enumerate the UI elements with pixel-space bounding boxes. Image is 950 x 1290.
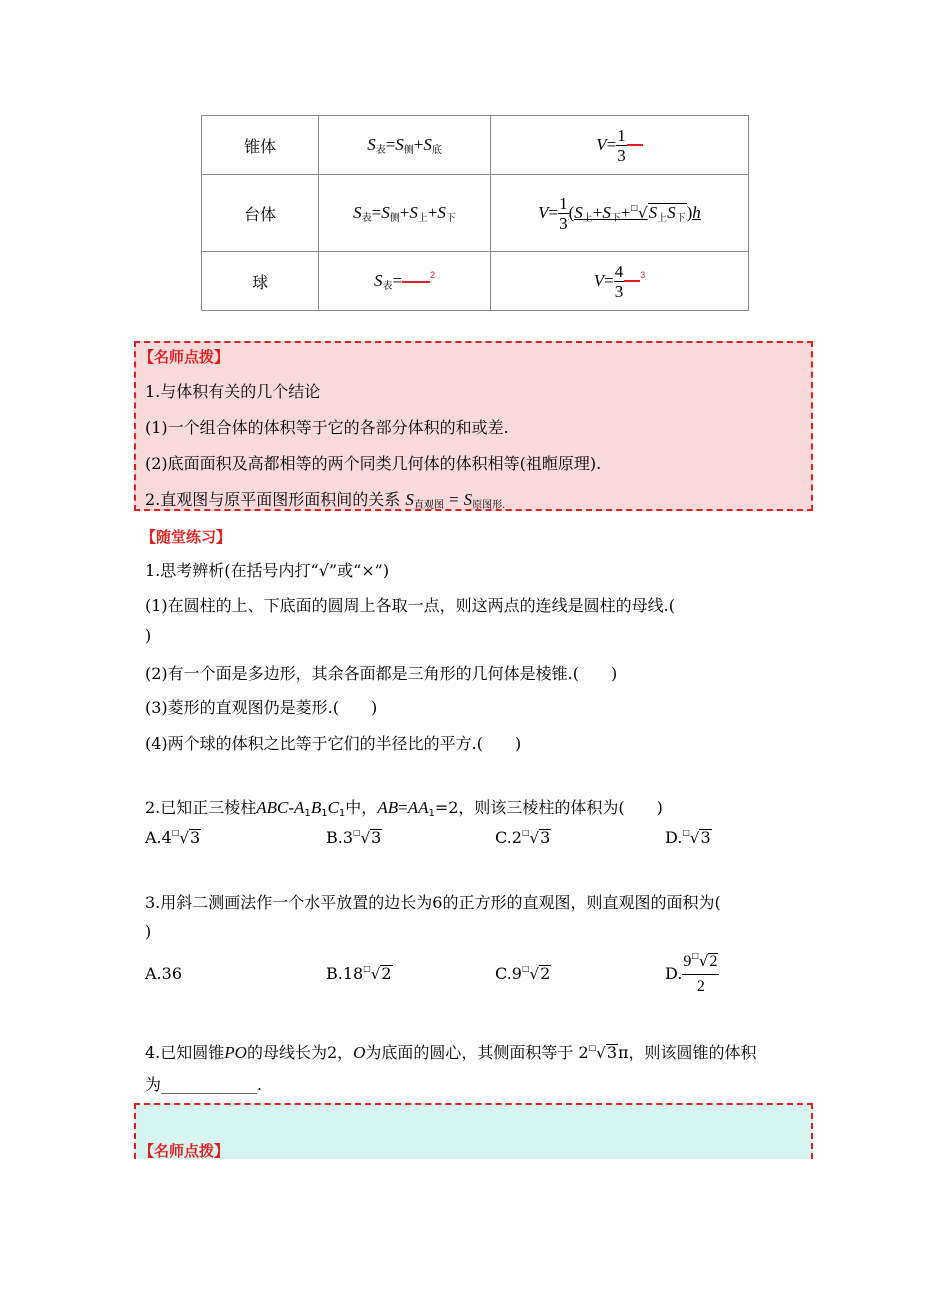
practice-title: 【随堂练习】 <box>141 528 232 546</box>
cell-surface <box>319 175 491 252</box>
op: ) <box>686 202 693 222</box>
op: + <box>427 202 438 222</box>
cell-name <box>202 252 319 311</box>
sub: 下 <box>445 212 456 224</box>
placeholder-box: □ <box>521 828 530 837</box>
var: S <box>463 490 473 509</box>
sub: 1 <box>338 808 346 819</box>
sub: 表 <box>361 212 372 224</box>
sub: 直观图 <box>413 500 444 511</box>
placeholder-box: □ <box>171 828 180 837</box>
label: B.18 <box>326 964 364 983</box>
radicand: 3 <box>189 828 201 847</box>
op: = <box>448 490 459 509</box>
var: S <box>667 202 676 222</box>
sub: 上 <box>417 212 428 224</box>
label: C.2 <box>495 828 522 847</box>
denominator: 2 <box>696 977 705 995</box>
cell-volume <box>490 252 748 311</box>
radicand: 2 <box>381 964 392 983</box>
var: S <box>367 134 376 154</box>
var: AB <box>377 798 399 817</box>
label: D. <box>665 828 683 847</box>
question-stem: 3.用斜二测画法作一个水平放置的边长为6的正方形的直观图，则直观图的面积为( <box>145 893 721 912</box>
sub: 下 <box>675 212 686 224</box>
cell-surface <box>319 116 491 175</box>
sub: 表 <box>382 281 393 292</box>
radical-icon: √ <box>689 829 700 847</box>
fraction <box>616 127 627 164</box>
op: + <box>413 134 424 154</box>
denominator: 3 <box>614 281 624 301</box>
op: = <box>385 134 396 154</box>
sub: 底 <box>431 144 442 156</box>
fraction <box>558 195 569 232</box>
answer-blank <box>402 281 430 283</box>
placeholder-box: □ <box>691 951 699 960</box>
op: = <box>604 270 614 290</box>
placeholder-box: □ <box>521 964 530 973</box>
radical-icon: √ <box>596 1044 606 1062</box>
option-d[interactable] <box>665 952 719 995</box>
placeholder-box: □ <box>588 1043 597 1052</box>
fraction <box>614 263 625 300</box>
label: B.3 <box>326 828 354 847</box>
var: S <box>381 202 390 222</box>
label: D. <box>665 963 683 983</box>
question-item: (4)两个球的体积之比等于它们的半径比的平方.( ) <box>145 734 522 753</box>
answer-blank <box>624 280 640 282</box>
text: 4.已知圆锥 <box>145 1043 225 1062</box>
var: S <box>373 271 383 290</box>
answer-blank <box>627 144 643 146</box>
tip-line: (2)底面面积及高都相等的两个同类几何体的体积相等(祖暅原理). <box>145 454 602 473</box>
var: V <box>538 202 549 222</box>
question-item: (1)在圆柱的上、下底面的圆周上各取一点，则这两点的连线是圆柱的母线.( <box>145 596 675 615</box>
tip-line: (1)一个组合体的体积等于它的各部分体积的和或差. <box>145 418 509 437</box>
question-item: (3)菱形的直观图仍是菱形.( ) <box>145 698 378 717</box>
op: = <box>606 134 617 154</box>
var: O <box>353 1043 366 1062</box>
option-b[interactable] <box>326 828 382 847</box>
text: 为底面的圆心，其侧面积等于 2 <box>365 1043 589 1062</box>
radical-icon: √ <box>529 829 540 847</box>
cell-surface <box>319 252 491 311</box>
var: S <box>574 202 583 222</box>
sub: 1 <box>304 808 311 819</box>
option-b[interactable] <box>326 964 393 983</box>
placeholder-box: □ <box>353 828 361 837</box>
op: = <box>371 202 382 222</box>
numerator: 1 <box>559 193 568 213</box>
radical-icon: √ <box>179 829 189 847</box>
cell-name <box>202 116 319 175</box>
label: C.9 <box>495 964 522 983</box>
radical-icon: √ <box>360 829 371 847</box>
text: =2，则该三棱柱的体积为( ) <box>434 798 663 817</box>
sub: 上 <box>657 212 668 224</box>
var: S <box>423 134 432 154</box>
radical-icon: √ <box>370 965 381 983</box>
radicand: 3 <box>700 828 711 847</box>
question-stem: ) <box>145 922 152 941</box>
cell-volume <box>490 175 748 252</box>
sub: 侧 <box>403 144 414 156</box>
numerator <box>682 952 719 975</box>
var: S <box>648 202 658 222</box>
sub: 1 <box>428 808 435 819</box>
option-a[interactable]: A.36 <box>145 964 182 983</box>
text: π，则该圆锥的体积 <box>618 1043 757 1062</box>
sub: 上 <box>582 212 593 224</box>
radicand <box>648 203 687 225</box>
op: + <box>399 202 410 222</box>
op: = <box>548 202 559 222</box>
question-item: ) <box>145 626 152 645</box>
sub: 表 <box>375 144 386 156</box>
op: = <box>398 798 408 817</box>
shape-name: 锥体 <box>244 136 277 156</box>
question-stem <box>145 795 663 819</box>
tip-title: 【名师点拨】 <box>139 348 230 366</box>
op: + <box>620 202 631 222</box>
var: AA <box>407 798 429 817</box>
var: S <box>409 202 418 222</box>
shape-name: 球 <box>252 272 269 292</box>
superscript: 3 <box>640 269 646 280</box>
radical-icon: √ <box>638 203 648 222</box>
var: PO <box>224 1043 247 1062</box>
label: A.4 <box>145 828 172 847</box>
frustum-volume-expr <box>569 203 701 222</box>
tip-box-2 <box>134 1103 813 1159</box>
var: S <box>437 202 446 222</box>
option-c[interactable] <box>495 964 551 983</box>
superscript: 2 <box>430 270 436 280</box>
op: + <box>592 202 603 222</box>
radicand: 2 <box>709 953 718 970</box>
var: S <box>602 202 611 222</box>
text: 2.直观图与原平面图形面积间的关系 <box>145 490 401 509</box>
answer-line: 为____________. <box>145 1075 263 1094</box>
denominator: 3 <box>559 213 568 233</box>
sub: 原图形. <box>472 500 506 511</box>
var: h <box>692 202 701 222</box>
tip2-title: 【名师点拨】 <box>139 1142 230 1160</box>
op: ( <box>568 202 575 222</box>
var: ABC-A <box>256 798 305 817</box>
denominator: 3 <box>617 145 626 165</box>
placeholder-box: □ <box>682 828 690 837</box>
option-a[interactable] <box>145 828 201 847</box>
coef: 9 <box>683 953 692 970</box>
question-stem: 1.思考辨析(在括号内打“√”或“×”) <box>145 561 390 580</box>
cell-name <box>202 175 319 252</box>
numerator: 4 <box>614 261 624 281</box>
var: V <box>593 270 605 290</box>
option-c[interactable] <box>495 828 551 847</box>
var: V <box>596 134 607 154</box>
table-row <box>202 175 749 252</box>
sub: 侧 <box>389 212 400 224</box>
shape-name: 台体 <box>244 204 277 224</box>
table-row <box>202 116 749 175</box>
radicand: 2 <box>540 964 551 983</box>
radicand: 3 <box>606 1043 618 1062</box>
text: 2.已知正三棱柱 <box>145 798 257 817</box>
var: S <box>395 134 404 154</box>
placeholder-box: □ <box>363 964 371 973</box>
text: 中， <box>345 798 378 817</box>
placeholder-box: □ <box>630 202 639 212</box>
sub: 下 <box>610 212 621 224</box>
sub: 1 <box>321 808 328 819</box>
tip-line <box>145 487 505 511</box>
fraction <box>682 952 719 995</box>
radicand: 3 <box>371 828 382 847</box>
var: C <box>327 798 339 817</box>
option-d[interactable] <box>665 828 712 847</box>
op: = <box>392 271 403 290</box>
radical-icon: √ <box>529 965 540 983</box>
var: S <box>353 202 362 222</box>
radical-icon: √ <box>698 952 709 970</box>
formula-table <box>201 115 749 311</box>
var: S <box>405 490 414 509</box>
cell-volume <box>490 116 748 175</box>
tip-line: 1.与体积有关的几个结论 <box>145 382 321 401</box>
radicand: 3 <box>540 828 551 847</box>
numerator: 1 <box>617 125 626 145</box>
text: 的母线长为2， <box>246 1043 354 1062</box>
question-stem <box>145 1040 757 1063</box>
question-item: (2)有一个面是多边形，其余各面都是三角形的几何体是棱锥.( ) <box>145 664 618 683</box>
var: B <box>310 798 322 817</box>
table-row <box>202 252 749 311</box>
